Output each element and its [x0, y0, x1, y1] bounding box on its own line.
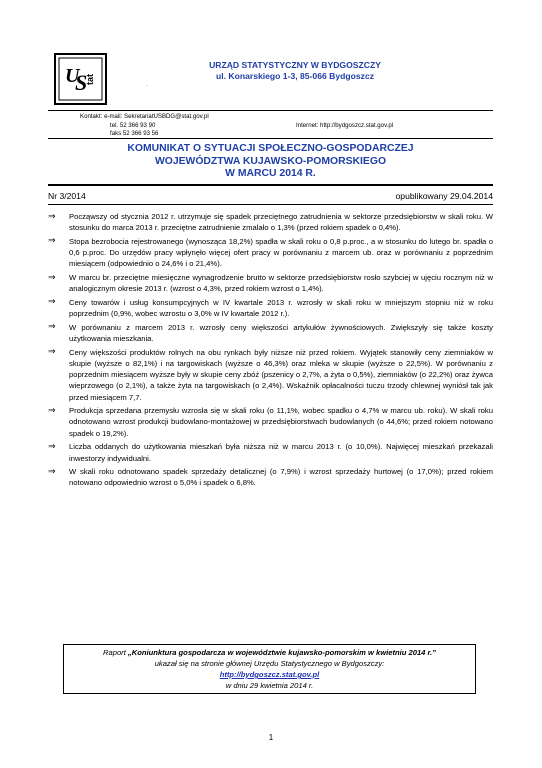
contact-internet[interactable]: Internet: http://bydgoszcz.stat.gov.pl — [296, 121, 394, 129]
header-rule — [48, 110, 493, 111]
office-address: ul. Konarskiego 1-3, 85-066 Bydgoszcz — [215, 71, 375, 81]
svg-text:tat: tat — [85, 74, 95, 85]
page-number: 1 — [268, 733, 274, 742]
publication-date: opublikowany 29.04.2014 — [395, 191, 493, 201]
list-item — [48, 236, 493, 270]
list-item-text: Stopa bezrobocia rejestrowanego (wynosząca 18,2%) spadła w skali roku o 0,8 p.proc., a w stosunku do lutego br. spadła o 0,6 p.proc. Do urzędów pracy wpłynęło więcej ofert pracy w porównaniu z marcem ub. oraz w porównaniu z poprzednim miesiącem (odpowiednio o 24,6% i o 21,4%). — [69, 236, 493, 269]
us-stat-logo — [53, 52, 108, 106]
report-box — [63, 644, 476, 694]
list-item — [48, 272, 493, 294]
meta-rule — [48, 204, 493, 205]
report-prefix: Raport — [103, 648, 128, 657]
arrow-icon: ⇒ — [48, 346, 56, 357]
decorative-mark: ` — [146, 86, 148, 92]
arrow-icon: ⇒ — [48, 271, 56, 282]
arrow-icon: ⇒ — [48, 296, 56, 307]
contact-fax: faks 52 366 93 56 — [110, 130, 159, 138]
list-item — [48, 405, 493, 439]
office-header — [150, 60, 440, 82]
report-link[interactable]: http://bydgoszcz.stat.gov.pl — [219, 670, 320, 679]
list-item — [48, 211, 493, 233]
list-item-text: Produkcja sprzedana przemysłu wzrosła się w skali roku (o 11,1%, wobec spadku o 4,7% w marcu ub. roku). W skali roku odnotowano wzrost produkcji budowlano-montażowej w przedsiębiorstwach budowlanych (o 44,6%; przed rokiem notowano spadek o 19,2%). — [69, 406, 493, 438]
list-item-text: Ceny większości produktów rolnych na obu rynkach były niższe niż przed rokiem. Wyjątek stanowiły ceny ziemniaków w skupie (wyższe o 82,1%) i na targowiskach (wyższe o 46,3%) oraz mleka w skupie (wyższe o 22,5%). W porównaniu z poprzednim miesiącem wyższe były w skupie ceny zbóż (pszenicy o 2,7%, a żyta o 0,5%), ziemniaków (o 22,2%) oraz żywca wieprzowego (o 2,1%), a także żyta na targowiskach (o 2,4%). Wskaźnik opłacalności tuczu trzody chlewnej wyniósł tak jak przed miesiącem 7,7. — [69, 347, 493, 402]
arrow-icon: ⇒ — [48, 404, 56, 415]
svg-text:S: S — [75, 70, 88, 95]
page-title — [48, 143, 493, 181]
contact-phone: tel. 52 366 93 90 — [110, 121, 156, 129]
list-item-text: Ceny towarów i usług konsumpcyjnych w IV kwartale 2013 r. wzrosły w skali roku w mniejszym stopniu niż w roku poprzednim (0,9%, wobec wzrostu o 3,0% w IV kwartale 2012 r.). — [69, 297, 493, 319]
arrow-icon: ⇒ — [48, 235, 56, 246]
list-item-text: Począwszy od stycznia 2012 r. utrzymuje się spadek przeciętnego zatrudnienia w sektorze przedsiębiorstw w skali roku. W stosunku do marca 2013 r. przeciętne zatrudnienie zmalało o 1,3% (przed rokiem spadek o 0,4%). — [69, 212, 493, 233]
list-item — [48, 441, 493, 463]
office-name: URZĄD STATYSTYCZNY W BYDGOSZCZY — [209, 60, 381, 70]
list-item — [48, 347, 493, 403]
contact-rule — [48, 138, 493, 139]
contact-email[interactable]: e-mail: SekretariatUSBDG@stat.gov.pl — [104, 113, 209, 120]
issue-number: Nr 3/2014 — [48, 191, 86, 201]
list-item-text: Liczba oddanych do użytkowania mieszkań była niższa niż w marcu 2013 r. (o 10,0%). Najwięcej mieszkań przekazali inwestorzy indywidualni. — [69, 442, 493, 463]
list-item — [48, 297, 493, 319]
title-line-1: KOMUNIKAT O SYTUACJI SPOŁECZNO-GOSPODARCZEJ — [127, 143, 414, 154]
title-line-2: WOJEWÓDZTWA KUJAWSKO-POMORSKIEGO — [154, 155, 387, 167]
list-item-text: W marcu br. przeciętne miesięczne wynagrodzenie brutto w sektorze przedsiębiorstw rosło szybciej w ujęciu rocznym niż w analogicznym okresie 2013 r. (wzrost o 4,3%, przed rokiem wzrost o 1,4%). — [69, 273, 493, 294]
report-title-line — [64, 647, 475, 658]
arrow-icon: ⇒ — [48, 210, 56, 221]
title-rule — [48, 184, 493, 186]
bullet-list — [48, 211, 493, 491]
title-line-3: W MARCU 2014 R. — [225, 168, 316, 179]
arrow-icon: ⇒ — [48, 321, 56, 332]
contact-label: Kontakt: — [80, 113, 103, 120]
report-line-2: ukazał się na stronie głównej Urzędu Statystycznego w Bydgoszczy: — [154, 659, 385, 668]
svg-text:U: U — [65, 65, 80, 87]
contact-block — [80, 113, 209, 139]
report-line-4: w dniu 29 kwietnia 2014 r. — [225, 681, 314, 690]
arrow-icon: ⇒ — [48, 440, 56, 451]
list-item-text: W porównaniu z marcem 2013 r. wzrosły ceny większości artykułów żywnościowych. Zwiększyły się także koszty użytkowania mieszkania. — [69, 322, 493, 344]
arrow-icon: ⇒ — [48, 465, 56, 476]
report-title: „Koniunktura gospodarcza w województwie kujawsko-pomorskim w kwietniu 2014 r.” — [127, 648, 436, 657]
list-item — [48, 322, 493, 344]
list-item — [48, 466, 493, 488]
list-item-text: W skali roku odnotowano spadek sprzedaży detalicznej (o 7,9%) i wzrost sprzedaży hurtowej (o 17,0%); przed rokiem notowano odpowiednio wzrost o 5,0% i spadek o 6,8%. — [69, 467, 493, 488]
